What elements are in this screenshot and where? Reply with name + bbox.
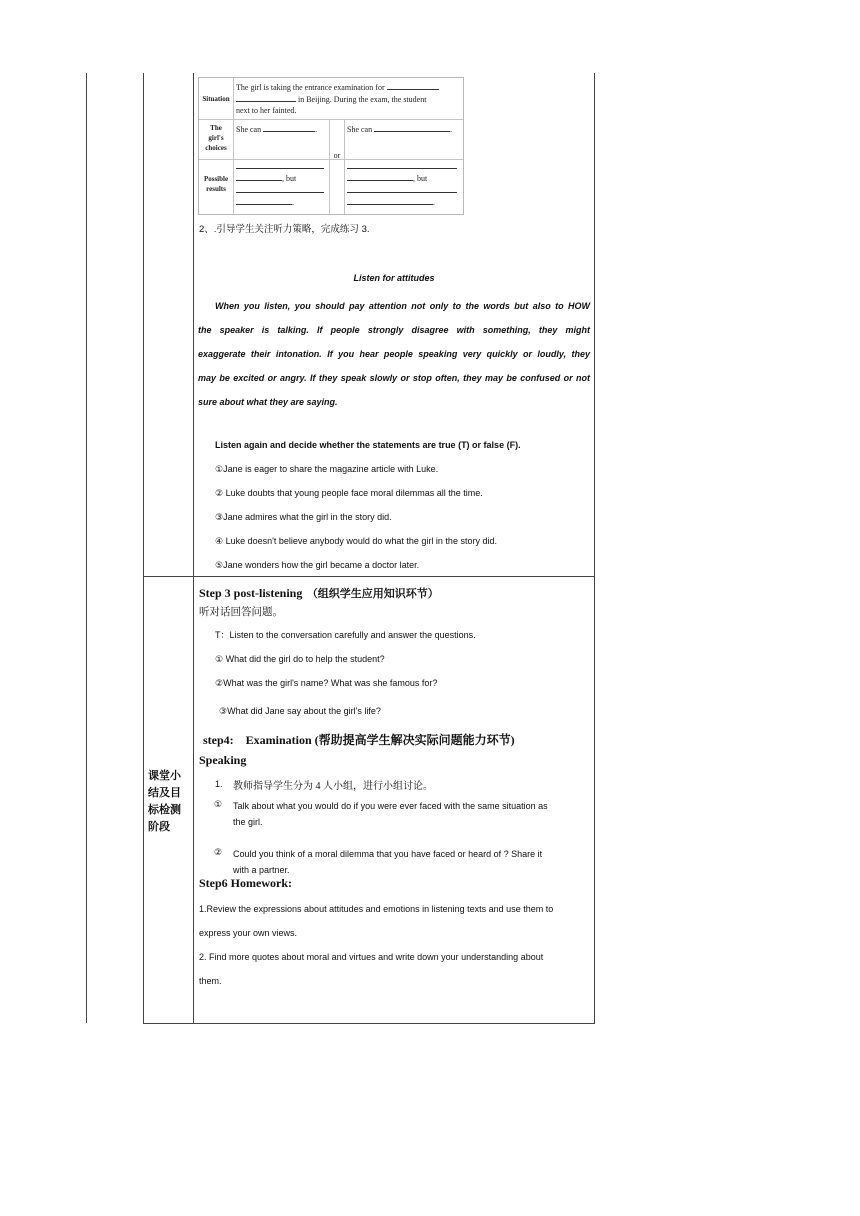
attitudes-paragraph: When you listen, you should pay attention not only to the words but also to HOW the speaker is talking. If people strongly disagree with something, they might exaggerate their intonation. If you hear people speaking very quickly or loudly, they may be excited or angry. If they speak slowly or stop often, they may be confused or not sure about what they are saying. xyxy=(198,301,590,407)
or-label: or xyxy=(333,151,341,160)
speaking-sub-item: Talk about what you would do if you were ever faced with the same situation as the girl. xyxy=(233,801,548,827)
exercise-table xyxy=(198,77,464,215)
result-a: , but . xyxy=(236,160,328,208)
speaking-item-number: 1. xyxy=(215,779,223,789)
page-left-margin-line xyxy=(86,73,87,1023)
table-right-border xyxy=(594,73,595,1024)
step3-question: ① What did the girl do to help the student? xyxy=(215,654,385,664)
speaking-item: 教师指导学生分为 4 人小组，进行小组讨论。 xyxy=(233,781,433,792)
table-left-border xyxy=(143,73,144,1024)
speaking-sub-item: Could you think of a moral dilemma that you have faced or heard of ? Share it with a partner. xyxy=(233,849,543,875)
choice-b: She can . xyxy=(347,125,453,134)
tf-item: ⑤Jane wonders how the girl became a doctor later. xyxy=(215,560,420,570)
result-b: , but . xyxy=(347,160,461,208)
choice-a: She can . xyxy=(236,125,318,134)
step6-heading: Step6 Homework: xyxy=(199,876,292,890)
tf-item: ② Luke doubts that young people face moral dilemmas all the time. xyxy=(215,488,483,498)
homework-item: 1.Review the expressions about attitudes and emotions in listening texts and use them to express your own views. xyxy=(199,904,554,938)
speaking-sub-number: ① xyxy=(214,799,223,809)
situation-text: The girl is taking the entrance examination for in Beijing. During the exam, the student next to her fainted. xyxy=(236,81,461,116)
table-row-divider xyxy=(143,576,595,577)
tf-instruction: Listen again and decide whether the statements are true (T) or false (F). xyxy=(215,440,521,450)
speaking-sub-number: ② xyxy=(214,847,223,857)
table-bottom-border xyxy=(143,1023,595,1024)
step3-teacher: T：Listen to the conversation carefully and answer the questions. xyxy=(215,630,476,640)
instruction-2: 2、.引导学生关注听力策略，完成练习 3. xyxy=(199,224,370,235)
step3-heading: Step 3 post-listening （组织学生应用知识环节） xyxy=(199,586,439,600)
step3-question: ③What did Jane say about the girl's life? xyxy=(219,706,381,716)
tf-item: ①Jane is eager to share the magazine article with Luke. xyxy=(215,464,439,474)
step3-subtitle: 听对话回答问题。 xyxy=(199,607,283,618)
situation-label: Situation xyxy=(202,95,230,103)
results-label: Possible results xyxy=(203,175,229,193)
table-column-divider xyxy=(193,73,194,1024)
attitudes-title: Listen for attitudes xyxy=(353,273,435,283)
tf-item: ③Jane admires what the girl in the story did. xyxy=(215,512,392,522)
homework-item: 2. Find more quotes about moral and virtues and write down your understanding about them. xyxy=(199,952,544,986)
speaking-heading: Speaking xyxy=(199,753,247,767)
step3-question: ②What was the girl's name? What was she famous for? xyxy=(215,678,438,688)
stage-label: 课堂小 结及目 标检测 阶段 xyxy=(148,769,181,833)
choices-label: The girl's choices xyxy=(205,124,227,152)
step4-heading: step4: Examination (帮助提高学生解决实际问题能力环节) xyxy=(203,733,515,747)
tf-item: ④ Luke doesn't believe anybody would do what the girl in the story did. xyxy=(215,536,497,546)
